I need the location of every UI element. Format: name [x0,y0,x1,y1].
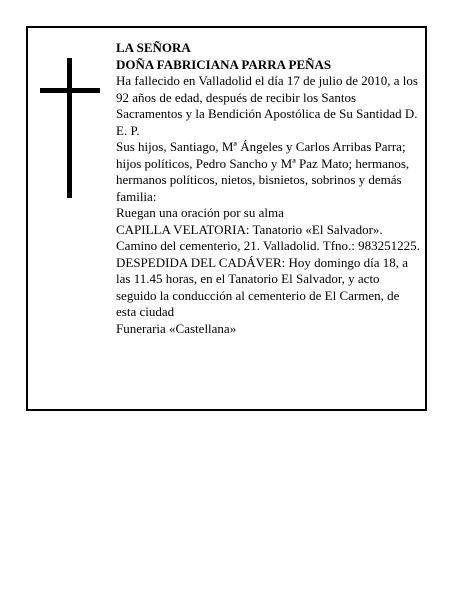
farewell-details: DESPEDIDA DEL CADÁVER: Hoy domingo día 18, a las 11.45 horas, en el Tanatorio El Salvador, y acto seguido la conducción al cementerio de El Carmen, de esta ciudad [116,254,409,319]
funeral-home: Funeraria «Castellana» [116,320,237,336]
obituary-notice [26,26,427,411]
deceased-name: DOÑA FABRICIANA PARRA PEÑAS [116,56,332,72]
death-announcement: Ha fallecido en Valladolid el día 17 de julio de 2010, a los 92 años de edad, después de recibir los Santos Sacramentos y la Bendición Apostólica de Su Santidad D. E. P. [116,73,418,138]
cross-horizontal-bar [40,88,100,93]
cross-icon [40,58,100,198]
notice-text [116,40,421,337]
wake-details: CAPILLA VELATORIA: Tanatorio «El Salvador». Camino del cementerio, 21. Valladolid. Tfno.: 983251225. [116,221,420,253]
notice-heading: LA SEÑORA [116,40,191,55]
cross-vertical-bar [67,58,72,198]
prayer-request: Ruegan una oración por su alma [116,205,284,220]
family-list: Sus hijos, Santiago, Mª Ángeles y Carlos Arribas Parra; hijos políticos, Pedro Sancho y Mª Paz Mato; hermanos, hermanos políticos, nietos, bisnietos, sobrinos y demás familia: [116,139,410,204]
